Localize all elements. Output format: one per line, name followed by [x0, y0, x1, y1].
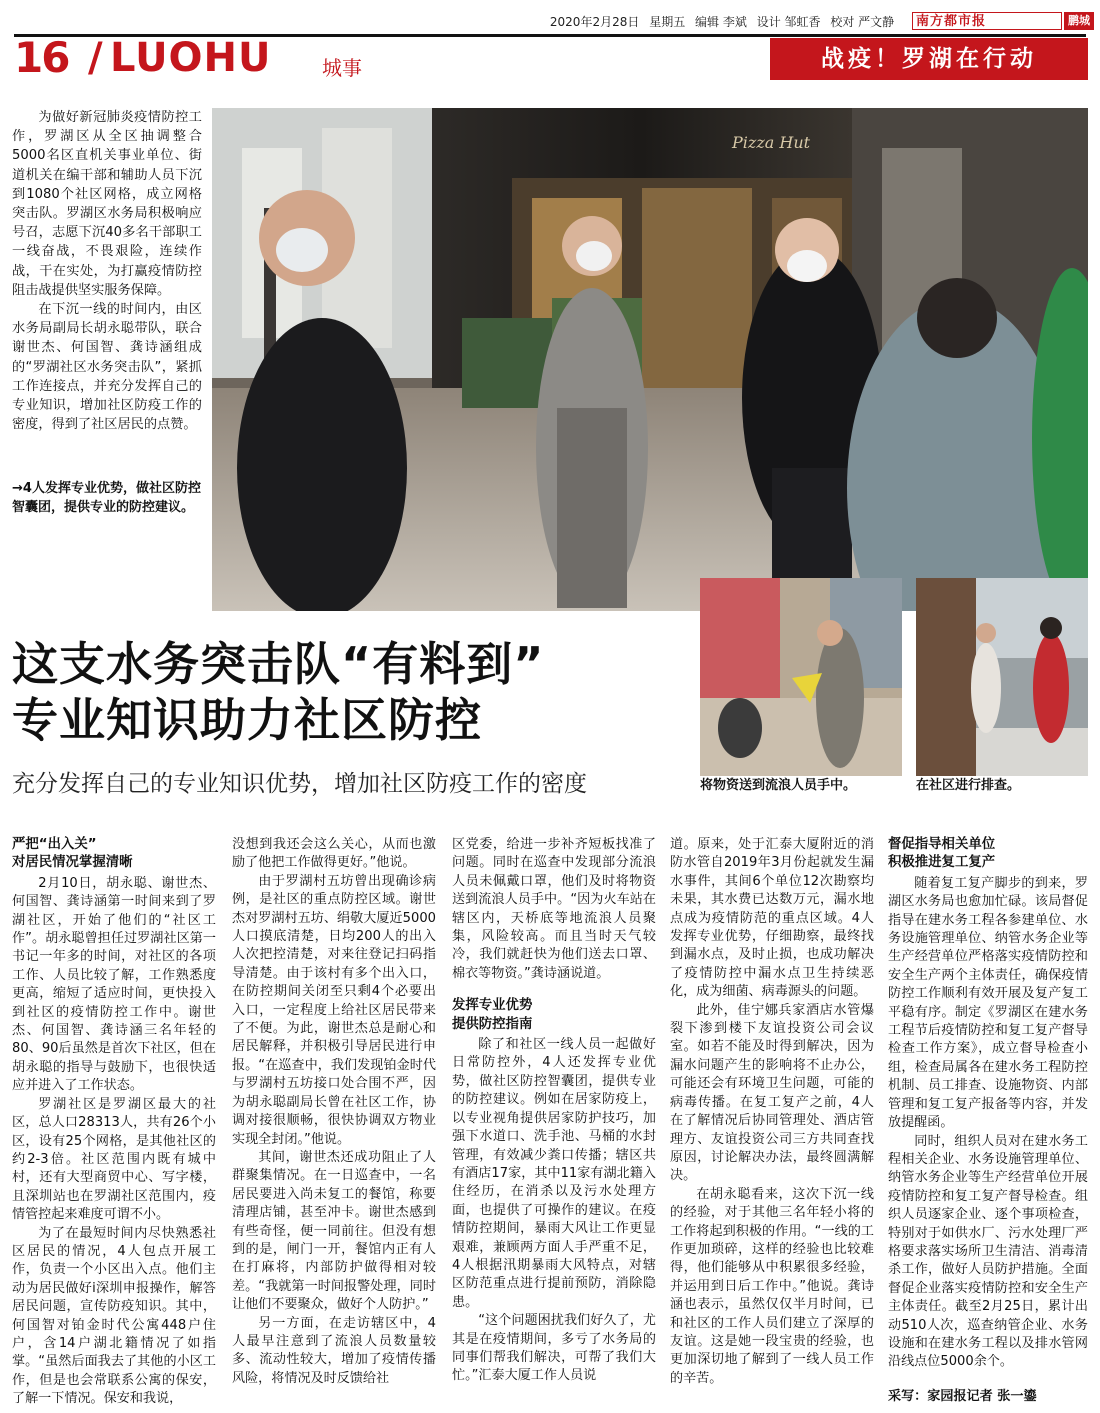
proofreader-credit: 校对 严文静 — [830, 15, 895, 29]
section-heading-3: 督促指导相关单位 — [888, 837, 996, 852]
article-paragraph: 此外，佳宁娜兵家酒店水管爆裂下渗到楼下友谊投资公司会议室。如若不能及时得到解决，因为漏水问题产生的影响将不止办公，可能还会有环境卫生问题，可能的病毒传播。在复工复产之前，4人在了解情况后协同管理处、酒店管理方、友谊投资公司三方共同查找原因，讨论解决办法，最终圆满解决。 — [670, 1002, 874, 1184]
article-paragraph: 同时，组织人员对在建水务工程相关企业、水务设施管理单位、纳管水务企业等生产经营单位开展疫情防控和复工复产督导检查。组织人员逐家企业、逐个事项检查，特别对于如供水厂、污水处理厂严格要求落实场所卫生清洁、消毒清杀工作，做好人员防护措施。全面督促企业落实疫情防控和安全生产主体责任。截至2月25日，累计出动510人次，巡查纳管企业、水务设施和在建水务工程以及排水管网沿线点位5000余个。 — [888, 1133, 1088, 1370]
section-subheading-3: 积极推进复工复产 — [888, 855, 996, 871]
article-paragraph: 区党委，给进一步补齐短板找准了问题。同时在巡查中发现部分流浪人员未佩戴口罩，他们及时将物资送到流浪人员手中。“因为火车站在辖区内，天桥底等地流浪人员聚集，风险较高。而且当时天气较冷，我们就赶快为他们送去口罩、棉衣等物资。”龚诗涵说道。 — [452, 837, 656, 981]
article-paragraph: 没想到我还会这么关心，从而也激励了他把工作做得更好。”他说。 — [232, 837, 436, 871]
headline — [12, 636, 702, 748]
intro-paragraph: 在下沉一线的时间内，由区水务局副局长胡永聪带队，联合谢世杰、何国智、龚诗涵组成的“罗湖社区水务突击队”，紧抓工作连接点，并充分发挥自己的专业知识，增加社区防疫工作的密度，得到了社区居民的点赞。 — [12, 302, 202, 433]
main-photo-caption: →4人发挥专业优势，做社区防控智囊团，提供专业的防控建议。 — [12, 481, 201, 515]
article-column-4 — [670, 836, 874, 1388]
section-banner: 战疫！罗湖在行动 — [770, 38, 1088, 80]
page-number-slash: / — [88, 35, 103, 81]
article-column-5 — [888, 836, 1088, 1406]
headline-line-2: 专业知识助力社区防控 — [12, 693, 482, 747]
article-paragraph: 道。原来，处于汇泰大厦附近的消防水管自2019年3月份起就发生漏水事件，其间6个单位12次勘察均未果，其水费已达数万元，漏水地点成为疫情防范的重点区域。4人发挥专业优势，仔细勘察，最终找到漏水点，及时止损，也成功解决了疫情防控中漏水点卫生持续恶化，成为细菌、病毒源头的问题。 — [670, 837, 874, 1000]
article-paragraph: 除了和社区一线人员一起做好日常防控外，4人还发挥专业优势，做社区防控智囊团，提供专业的防控建议。例如在居家防疫上，以专业视角提供居家防护技巧，加强下水道口、洗手池、马桶的水封管理，有效减少粪口传播；辖区共有酒店17家，其中11家有湖北籍入住经历，在消杀以及污水处理方面，也提供了可操作的建议。在疫情防控期间，暴雨大风让工作更显艰难，兼顾两方面人手严重不足，4人根据汛期暴雨大风特点，对辖区防范重点进行提前预防，消除隐患。 — [452, 1037, 656, 1310]
article-column-3 — [452, 836, 656, 1386]
article-paragraph: “这个问题困扰我们好久了，尤其是在疫情期间，多亏了水务局的同事们帮我们解决，可帮了我们大忙。”汇泰大厦工作人员说 — [452, 1313, 656, 1384]
page-number: 16 — [14, 33, 69, 82]
subheadline: 充分发挥自己的专业知识优势，增加社区防疫工作的密度 — [12, 771, 587, 797]
section-heading-2: 发挥专业优势 — [452, 998, 533, 1014]
article-paragraph: 另一方面，在走访辖区中，4人最早注意到了流浪人员数量较多、流动性较大，增加了疫情传播风险，将情况及时反馈给社 — [232, 1315, 436, 1386]
main-photo — [212, 108, 1088, 611]
intro-paragraph: 为做好新冠肺炎疫情防控工作，罗湖区从全区抽调整合5000名区直机关事业单位、街道机关在编干部和辅助人员下沉到1080个社区网格，成立网格突击队。罗湖区水务局积极响应号召，志愿下沉40多名干部职工一线奋战，不畏艰险，连续作战，干在实处，为打赢疫情防控阻击战提供坚实服务保障。 — [12, 110, 202, 298]
svg-text:Pizza Hut: Pizza Hut — [732, 133, 811, 152]
article-paragraph: 由于罗湖村五坊曾出现确诊病例，是社区的重点防控区域。谢世杰对罗湖村五坊、绢敬大厦近5000人口摸底清楚，日均200人的出入人次把控清楚，对来往登记扫码指导清楚。由于该村有多个出入口，在防控期间关闭至只剩4个必要出入口，一定程度上给社区居民带来了不便。为此，谢世杰总是耐心和居民解释，并积极引导居民进行申报。“在巡查中，我们发现铂金时代与罗湖村五坊接口处合围不严，因为胡永聪副局长曾在社区工作，协调对接很顺畅，很快协调双方物业实现全封闭。”他说。 — [232, 873, 436, 1147]
article-paragraph: 为了在最短时间内尽快熟悉社区居民的情况，4人包点开展工作，负责一个小区出入点。他们主动为居民做好i深圳申报操作，解答居民问题，宣传防疫知识。其中，何国智对铂金时代公寓448户住户，含14户湖北籍情况了如指掌。“虽然后面我去了其他的小区工作，但是也会常联系公寓的保安，了解一下情况。保安和我说， — [12, 1225, 216, 1407]
article-paragraph: 在胡永聪看来，这次下沉一线的经验，对于其他三名年轻小将的工作将起到积极的作用。“一线的工作更加琐碎，这样的经验也比较难得，他们能够从中积累很多经验，并运用到日后工作中。”他说。龚诗涵也表示，虽然仅仅半月时间，已和社区的工作人员们建立了深厚的友谊。这是她一段宝贵的经验，也更加深切地了解到了一线人员工作的辛苦。 — [670, 1186, 874, 1386]
article-paragraph: 2月10日，胡永聪、谢世杰、何国智、龚诗涵第一时间来到了罗湖社区，开始了他们的“社区工作”。胡永聪曾担任过罗湖社区第一书记一年多的时间，对社区的各项工作、人员比较了解，工作熟悉度更高，缩短了适应时间，更快投入到社区的疫情防控工作中。谢世杰、何国智、龚诗涵三名年轻的80、90后虽然是首次下社区，但在胡永聪的指导与鼓励下，也很快适应并进入了工作状态。 — [12, 875, 216, 1094]
article-byline: 采写：家园报记者 张一鎏 — [888, 1388, 1037, 1404]
article-paragraph: 随着复工复产脚步的到来，罗湖区水务局也愈加忙碌。该局督促指导在建水务工程各参建单位、水务设施管理单位、纳管水务企业等生产经营单位严格落实疫情防控和安全生产两个主体责任，确保疫情防控工作顺利有效开展及复产复工平稳有序。制定《罗湖区在建水务工程节后疫情防控和复工复产督导检查工作方案》，成立督导检查小组，检查局属各在建水务工程防控机制、员工排查、设施物资、内部管理和复工复产报备等内容，并发放提醒函。 — [888, 875, 1088, 1131]
article-paragraph: 罗湖社区是罗湖区最大的社区，总人口28313人，共有26个小区，设有25个网格，是其他社区的约2-3倍。社区范围内既有城中村，还有大型商贸中心、写字楼，且深圳站也在罗湖社区范围内，疫情管控起来难度可谓不小。 — [12, 1096, 216, 1223]
section-heading-1: 严把“出入关” — [12, 837, 97, 852]
section-subheading-1: 对居民情况掌握清晰 — [12, 855, 133, 871]
headline-line-1: 这支水务突击队“有料到” — [12, 637, 545, 691]
section-subheading-2: 提供防控指南 — [452, 1016, 533, 1032]
sub-brand-logo: 鹏城 — [1064, 12, 1094, 30]
newspaper-logo: 南方都市报 — [912, 12, 1062, 30]
intro-text — [12, 108, 202, 434]
section-subtitle: 城事 — [322, 56, 362, 80]
article-paragraph: 其间，谢世杰还成功阻止了人群聚集情况。在一日巡查中，一名居民要进入尚未复工的餐馆，称要清理店铺，甚至冲卡。谢世杰感到有些奇怪，便一同前往。但没有想到的是，闸门一开，餐馆内正有人在打麻将，内部防护做得相对较差。“我就第一时间报警处理，同时让他们不要聚众，做好个人防护。” — [232, 1149, 436, 1313]
photo-homeless-caption: 将物资送到流浪人员手中。 — [700, 778, 857, 793]
photo-homeless-supplies — [700, 578, 902, 776]
issue-date: 2020年2月28日 — [549, 15, 640, 29]
section-name: LUOHU — [110, 35, 272, 81]
designer-credit: 设计 邹虹香 — [756, 15, 821, 29]
article-column-1 — [12, 836, 216, 1409]
photo-community-inspection — [916, 578, 1088, 776]
issue-weekday: 星期五 — [649, 15, 686, 29]
editor-credit: 编辑 李斌 — [695, 15, 747, 29]
photo-inspection-caption: 在社区进行排查。 — [916, 778, 1021, 793]
article-column-2 — [232, 836, 436, 1388]
